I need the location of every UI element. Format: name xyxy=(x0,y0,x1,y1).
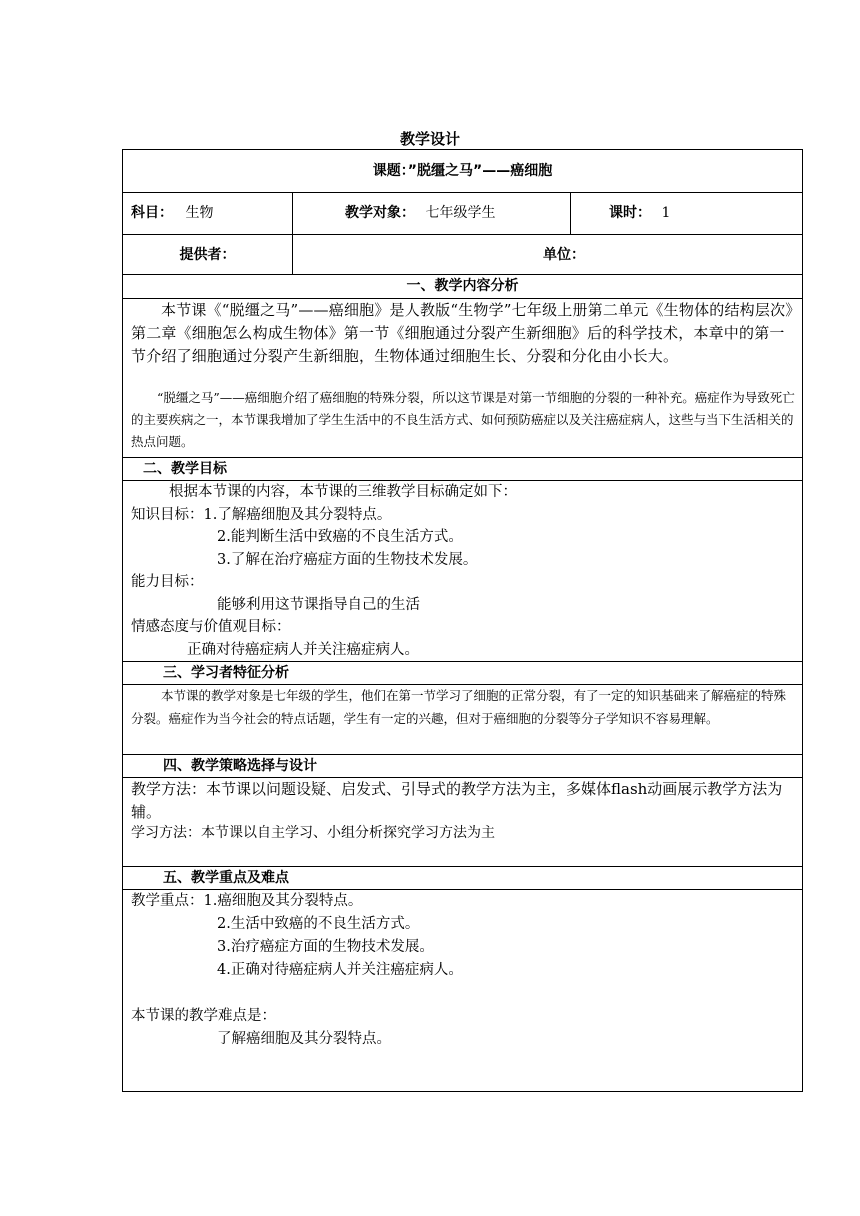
section3-paragraph: 本节课的教学对象是七年级的学生，他们在第一节学习了细胞的正常分裂，有了一定的知识基础来了解癌症的特殊分裂。癌症作为当今社会的特点话题，学生有一定的兴趣，但对于癌细胞的分裂等分子学知识不容易理解。 xyxy=(131,688,787,726)
section1-heading: 一、教学内容分析 xyxy=(406,278,519,294)
section1-paragraph1: 本节课《“脱缰之马”——癌细胞》是人教版“生物学”七年级上册第二单元《生物体的结构层次》第二章《细胞怎么构成生物体》第一节《细胞通过分裂产生新细胞》后的科学技术，本章中的第一节介绍了细胞通过分裂产生新细胞，生物体通过细胞生长、分裂和分化由小长大。 xyxy=(131,301,793,365)
key-point-item: 3.治疗癌症方面的生物技术发展。 xyxy=(217,939,434,955)
knowledge-item: 3.了解在治疗癌症方面的生物技术发展。 xyxy=(217,551,478,568)
difficulty-label: 本节课的教学难点是： xyxy=(131,1008,276,1024)
section3-heading: 三、学习者特征分析 xyxy=(163,665,289,681)
ability-item: 能够利用这节课指导自己的生活 xyxy=(217,596,420,613)
audience-label: 教学对象： xyxy=(345,205,415,221)
subject-field xyxy=(131,201,213,225)
knowledge-item: 2.能判断生活中致癌的不良生活方式。 xyxy=(217,529,463,545)
provider-label: 提供者： xyxy=(179,247,236,263)
ability-label: 能力目标： xyxy=(131,574,204,590)
row-divider xyxy=(123,234,802,235)
document-title: 教学设计 xyxy=(399,130,460,148)
key-and-difficulty xyxy=(131,890,797,1051)
objectives-intro: 根据本节课的内容，本节课的三维教学目标确定如下： xyxy=(169,484,517,500)
hours-value: 1 xyxy=(661,205,671,221)
teaching-objectives xyxy=(131,481,797,661)
section1-paragraph2: “脱缰之马”——癌细胞介绍了癌细胞的特殊分裂，所以这节课是对第一节细胞的分裂的一种补充。癌症作为导致死亡的主要疾病之一，本节课我增加了学生生活中的不良生活方式、如何预防癌症以及关注癌症病人，这些与当下生活相关的热点问题。 xyxy=(131,390,795,449)
column-divider xyxy=(292,192,293,274)
key-point-item: 2.生活中致癌的不良生活方式。 xyxy=(217,916,420,932)
key-points-row xyxy=(131,890,797,913)
knowledge-objective-row xyxy=(131,504,797,527)
knowledge-label: 知识目标： xyxy=(131,506,204,523)
difficulty-item: 了解癌细胞及其分裂特点。 xyxy=(217,1031,391,1047)
lesson-plan-table xyxy=(122,149,803,1092)
course-title: 课题：”脱缰之马”——癌细胞 xyxy=(372,163,553,179)
section4-heading: 四、教学策略选择与设计 xyxy=(163,758,317,774)
subject-label: 科目： xyxy=(131,205,173,221)
section2-heading: 二、教学目标 xyxy=(143,461,227,477)
key-points-label: 教学重点： xyxy=(131,893,204,909)
audience-value: 七年级学生 xyxy=(425,205,496,221)
learning-method: 学习方法：本节课以自主学习、小组分析探究学习方法为主 xyxy=(131,825,495,841)
hours-label: 课时： xyxy=(609,205,651,221)
teaching-method: 教学方法：本节课以问题设疑、启发式、引导式的教学方法为主，多媒体flash动画展示教学方法为辅。 xyxy=(131,780,783,821)
unit-label: 单位： xyxy=(543,247,585,263)
subject-value: 生物 xyxy=(185,205,214,221)
emotion-item: 正确对待癌症病人并关注癌症病人。 xyxy=(187,641,419,658)
emotion-label: 情感态度与价值观目标： xyxy=(131,619,291,635)
row-divider xyxy=(123,192,802,193)
key-point-item: 4.正确对待癌症病人并关注癌症病人。 xyxy=(217,962,463,978)
blank-line xyxy=(131,982,797,1005)
knowledge-item: 1.了解癌细胞及其分裂特点。 xyxy=(203,506,392,523)
hours-field xyxy=(609,201,670,225)
audience-field xyxy=(345,201,495,225)
section5-heading: 五、教学重点及难点 xyxy=(163,870,289,886)
column-divider xyxy=(570,192,571,234)
key-point-item: 1.癌细胞及其分裂特点。 xyxy=(203,893,363,909)
